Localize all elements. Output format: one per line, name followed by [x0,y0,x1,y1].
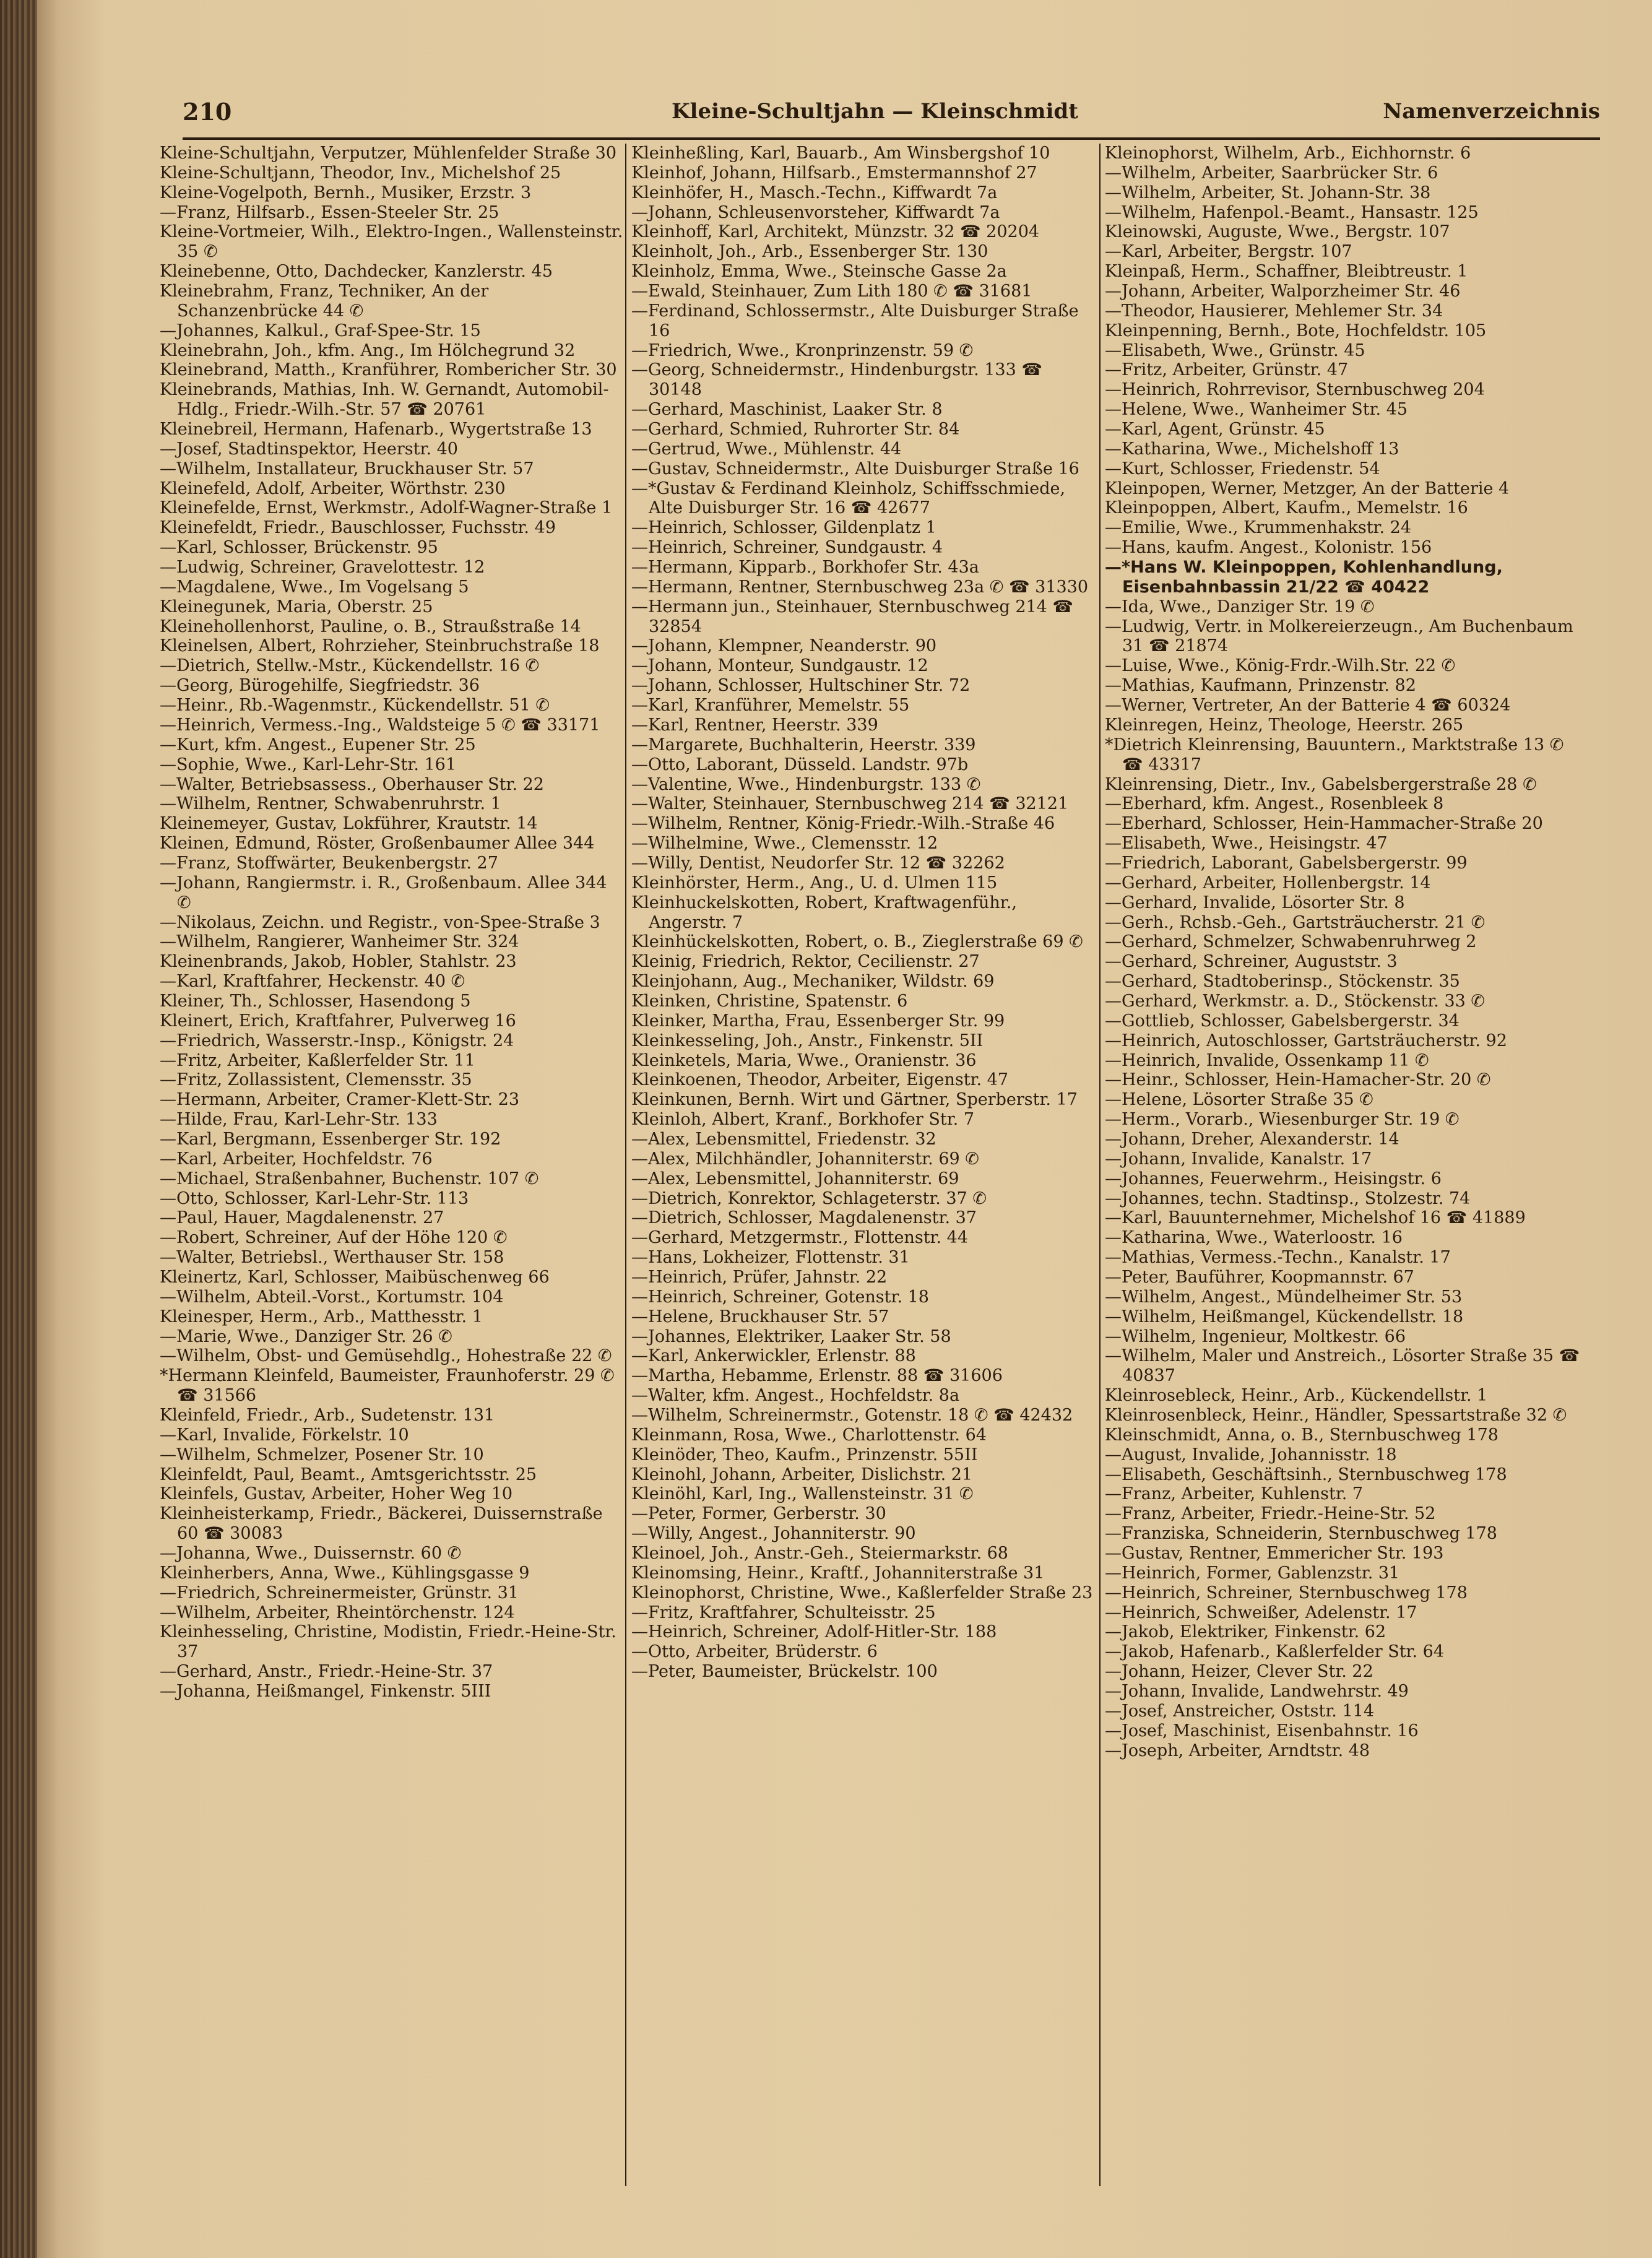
directory-entry: —Karl, Ankerwickler, Erlenstr. 88 [631,1346,916,1366]
directory-entry: —Joseph, Arbeiter, Arndtstr. 48 [1105,1741,1370,1760]
directory-entry: Kleinpoppen, Albert, Kaufm., Memelstr. 16 [1105,498,1468,518]
directory-entry: —Margarete, Buchhalterin, Heerstr. 339 [631,735,976,755]
directory-entry: Kleinert, Erich, Kraftfahrer, Pulverweg 16 [160,1011,516,1031]
directory-entry: Kleinelsen, Albert, Rohrzieher, Steinbruchstraße 18 [160,636,600,656]
directory-entry: Kleinehollenhorst, Pauline, o. B., Straußstraße 14 [160,616,581,636]
directory-entry: —Heinrich, Invalide, Ossenkamp 11 ✆ [1105,1050,1429,1070]
directory-entry: Kleinholz, Emma, Wwe., Steinsche Gasse 2a [631,262,1007,282]
directory-entry: Kleinrosebleck, Heinr., Arb., Kückendellstr. 1 [1105,1386,1488,1406]
column-divider [1099,144,1101,2186]
page-header [183,93,1600,140]
directory-entry: Kleinherbers, Anna, Wwe., Kühlingsgasse 9 [160,1563,530,1583]
directory-entry: —Heinr., Schlosser, Hein-Hamacher-Str. 20 ✆ [1105,1070,1491,1090]
directory-entry: —Heinrich, Schreiner, Sternbuschweg 178 [1105,1583,1468,1603]
directory-entry: —Friedrich, Wasserstr.-Insp., Königstr. 24 [160,1031,514,1050]
directory-entry: Kleinmann, Rosa, Wwe., Charlottenstr. 64 [631,1425,987,1445]
directory-entry: Kleinebrahm, Franz, Techniker, An der Schanzenbrücke 44 ✆ [160,282,489,321]
directory-entry: Kleinkesseling, Joh., Anstr., Finkenstr. 5II [631,1031,984,1050]
directory-entry: *Hermann Kleinfeld, Baumeister, Fraunhoferstr. 29 ✆ ☎ 31566 [160,1366,615,1406]
directory-entry: —Wilhelm, Rangierer, Wanheimer Str. 324 [160,932,519,952]
directory-entry: Kleinertz, Karl, Schlosser, Maibüschenweg 66 [160,1267,550,1287]
directory-entry: —Herm., Vorarb., Wiesenburger Str. 19 ✆ [1105,1110,1460,1130]
directory-entry: Kleinomsing, Heinr., Kraftf., Johanniterstraße 31 [631,1563,1045,1583]
directory-entry: Kleinken, Christine, Spatenstr. 6 [631,991,908,1011]
directory-entry: Kleinegunek, Maria, Oberstr. 25 [160,597,433,616]
directory-entry: Kleinkunen, Bernh. Wirt und Gärtner, Sperberstr. 17 [631,1090,1078,1110]
directory-entry: —Heinrich, Schlosser, Gildenplatz 1 [631,518,936,538]
directory-entry: —Georg, Schneidermstr., Hindenburgstr. 133 ☎ 30148 [631,360,1042,400]
directory-entry: —Elisabeth, Wwe., Grünstr. 45 [1105,340,1365,360]
directory-entry: Kleinhof, Johann, Hilfsarb., Emstermannshof 27 [631,163,1037,183]
directory-entry: Kleine-Vortmeier, Wilh., Elektro-Ingen., Wallensteinstr. 35 ✆ [160,222,623,262]
directory-entry: Kleinschmidt, Anna, o. B., Sternbuschweg 178 [1105,1425,1498,1445]
directory-entry: —Jakob, Hafenarb., Kaßlerfelder Str. 64 [1105,1642,1445,1662]
directory-entry: —Johannes, Kalkul., Graf-Spee-Str. 15 [160,321,481,340]
directory-entry: —Hans, Lokheizer, Flottenstr. 31 [631,1248,910,1268]
directory-entry: —Johann, Heizer, Clever Str. 22 [1105,1662,1373,1682]
directory-entry: —Franz, Hilfsarb., Essen-Steeler Str. 25 [160,202,499,222]
directory-entry: —Robert, Schreiner, Auf der Höhe 120 ✆ [160,1228,508,1248]
directory-entry: —Hilde, Frau, Karl-Lehr-Str. 133 [160,1110,438,1130]
directory-entry: Kleinowski, Auguste, Wwe., Bergstr. 107 [1105,222,1450,242]
directory-entry: Kleinheßling, Karl, Bauarb., Am Winsbergshof 10 [631,144,1050,163]
directory-entry: —Gerhard, Werkmstr. a. D., Stöckenstr. 33 ✆ [1105,991,1486,1011]
directory-entry: —Michael, Straßenbahner, Buchenstr. 107 ✆ [160,1169,539,1188]
directory-entry: —Marie, Wwe., Danziger Str. 26 ✆ [160,1326,452,1346]
directory-entry: —Jakob, Elektriker, Finkenstr. 62 [1105,1622,1386,1642]
directory-entry: Kleinpenning, Bernh., Bote, Hochfeldstr. 105 [1105,321,1487,340]
directory-entry: —Heinrich, Schreiner, Adolf-Hitler-Str. 188 [631,1622,997,1642]
directory-entry: Kleinjohann, Aug., Mechaniker, Wildstr. 69 [631,972,995,992]
directory-entry: —Fritz, Arbeiter, Grünstr. 47 [1105,360,1349,380]
directory-entry: —Gerhard, Stadtoberinsp., Stöckenstr. 35 [1105,972,1460,992]
directory-entry: —Franz, Stoffwärter, Beukenbergstr. 27 [160,853,498,873]
directory-entry: —Emilie, Wwe., Krummenhakstr. 24 [1105,518,1412,538]
directory-entry: —Karl, Kraftfahrer, Heckenstr. 40 ✆ [160,972,465,992]
directory-entry: Kleinhuckelskotten, Robert, Kraftwagenführ., Angerstr. 7 [631,893,1017,932]
directory-entry: —Karl, Bauunternehmer, Michelshof 16 ☎ 41889 [1105,1208,1526,1228]
directory-entry: —Eberhard, Schlosser, Hein-Hammacher-Straße 20 [1105,814,1543,834]
directory-entry: Kleinemeyer, Gustav, Lokführer, Krautstr. 14 [160,814,538,834]
directory-entry: Kleinophorst, Wilhelm, Arb., Eichhornstr. 6 [1105,144,1471,163]
directory-entry: —Heinrich, Schweißer, Adelenstr. 17 [1105,1603,1417,1622]
section-title: Namenverzeichnis [1383,99,1600,124]
directory-entry: —Johann, Arbeiter, Walporzheimer Str. 46 [1105,282,1461,301]
directory-entry: Kleinhöfer, H., Masch.-Techn., Kiffwardt 7a [631,183,998,202]
directory-entry: Kleinrensing, Dietr., Inv., Gabelsbergerstraße 28 ✆ [1105,774,1537,794]
directory-entry: —Wilhelm, Abteil.-Vorst., Kortumstr. 104 [160,1287,504,1307]
directory-entry: —Friedrich, Schreinermeister, Grünstr. 31 [160,1583,519,1603]
directory-entry: —Friedrich, Wwe., Kronprinzenstr. 59 ✆ [631,340,974,360]
directory-entry: —Wilhelm, Arbeiter, St. Johann-Str. 38 [1105,183,1431,202]
directory-entry: —Karl, Invalide, Förkelstr. 10 [160,1425,409,1445]
directory-entry: —Heinrich, Prüfer, Jahnstr. 22 [631,1267,888,1287]
directory-entry: —Heinrich, Autoschlosser, Gartsträucherstr. 92 [1105,1031,1507,1050]
directory-entry: —Gerhard, Invalide, Lösorter Str. 8 [1105,893,1405,912]
directory-entry: —Wilhelm, Schmelzer, Posener Str. 10 [160,1445,484,1464]
directory-entry: —Johann, Schlosser, Hultschiner Str. 72 [631,676,971,696]
directory-entry: —Gerh., Rchsb.-Geh., Gartsträucherstr. 21 ✆ [1105,912,1486,932]
directory-entry: —Wilhelm, Obst- und Gemüsehdlg., Hohestraße 22 ✆ [160,1346,612,1366]
directory-entry: —Helene, Wwe., Wanheimer Str. 45 [1105,400,1408,420]
directory-entry: —Fritz, Zollassistent, Clemensstr. 35 [160,1070,472,1090]
directory-entry: —Katharina, Wwe., Waterloostr. 16 [1105,1228,1403,1248]
directory-entry: Kleinholt, Joh., Arb., Essenberger Str. 130 [631,242,988,262]
directory-entry: —Gerhard, Schmied, Ruhrorter Str. 84 [631,420,960,439]
directory-entry: —Gustav, Schneidermstr., Alte Duisburger Straße 16 [631,459,1079,478]
directory-entry: —*Hans W. Kleinpoppen, Kohlenhandlung, Eisenbahnbassin 21/22 ☎ 40422 [1105,558,1503,597]
directory-entry: —Otto, Arbeiter, Brüderstr. 6 [631,1642,878,1662]
directory-entry: —Gertrud, Wwe., Mühlenstr. 44 [631,439,902,459]
directory-entry: —Dietrich, Stellw.-Mstr., Kückendellstr. 16 ✆ [160,656,540,676]
directory-entry: —Heinrich, Former, Gablenzstr. 31 [1105,1563,1400,1583]
directory-entry: —Wilhelm, Hafenpol.-Beamt., Hansastr. 125 [1105,202,1479,222]
directory-entry: Kleinker, Martha, Frau, Essenberger Str. 99 [631,1011,1005,1031]
directory-entry: —Josef, Stadtinspektor, Heerstr. 40 [160,439,458,459]
directory-entry: —Gottlieb, Schlosser, Gabelsbergerstr. 34 [1105,1011,1460,1031]
directory-entry: —Ida, Wwe., Danziger Str. 19 ✆ [1105,597,1375,616]
directory-entry: —Wilhelm, Installateur, Bruckhauser Str. 57 [160,459,534,478]
directory-entry: —Walter, kfm. Angest., Hochfeldstr. 8a [631,1386,960,1406]
directory-entry: Kleinen, Edmund, Röster, Großenbaumer Allee 344 [160,834,595,854]
directory-entry: —Karl, Schlosser, Brückenstr. 95 [160,538,438,558]
directory-entry: Kleinfels, Gustav, Arbeiter, Hoher Weg 10 [160,1484,513,1504]
directory-entry: —Gerhard, Schreiner, Auguststr. 3 [1105,952,1398,972]
directory-entry: Kleinhörster, Herm., Ang., U. d. Ulmen 115 [631,873,998,893]
directory-entry: —*Gustav & Ferdinand Kleinholz, Schiffsschmiede, Alte Duisburger Str. 16 ☎ 42677 [631,478,1066,518]
directory-entry: —Gerhard, Metzgermstr., Flottenstr. 44 [631,1228,969,1248]
directory-entry: Kleinefeld, Adolf, Arbeiter, Wörthstr. 230 [160,478,506,498]
directory-entry: Kleinheisterkamp, Friedr., Bäckerei, Duissernstraße 60 ☎ 30083 [160,1504,603,1544]
directory-entry: —Nikolaus, Zeichn. und Registr., von-Spee-Straße 3 [160,912,600,932]
directory-entry: —Wilhelm, Rentner, Schwabenruhrstr. 1 [160,794,501,814]
directory-entry: —Alex, Lebensmittel, Johanniterstr. 69 [631,1169,959,1188]
page-running-title: Kleine-Schultjahn — Kleinschmidt [672,99,1078,124]
directory-entry: Kleinpopen, Werner, Metzger, An der Batterie 4 [1105,478,1510,498]
directory-entry: —Johannes, Feuerwehrm., Heisingstr. 6 [1105,1169,1442,1188]
directory-entry: Kleinloh, Albert, Kranf., Borkhofer Str. 7 [631,1110,975,1130]
directory-entry: Kleinöhl, Karl, Ing., Wallensteinstr. 31 ✆ [631,1484,974,1504]
directory-entry: —Heinrich, Vermess.-Ing., Waldsteige 5 ✆ ☎ 33171 [160,715,600,735]
directory-entry: —Alex, Milchhändler, Johanniterstr. 69 ✆ [631,1149,979,1169]
directory-entry: —Peter, Former, Gerberstr. 30 [631,1504,886,1524]
directory-entry: —Alex, Lebensmittel, Friedenstr. 32 [631,1129,936,1149]
directory-entry: —Johann, Monteur, Sundgaustr. 12 [631,656,928,676]
directory-entry: —Karl, Kranführer, Memelstr. 55 [631,696,910,716]
directory-entry: —Josef, Anstreicher, Oststr. 114 [1105,1701,1375,1721]
directory-entry: —Willy, Angest., Johanniterstr. 90 [631,1524,916,1544]
directory-entry: —Katharina, Wwe., Michelshoff 13 [1105,439,1399,459]
directory-entry: —Otto, Laborant, Düsseld. Landstr. 97b [631,755,969,774]
directory-entry: —Johannes, techn. Stadtinsp., Stolzestr. 74 [1105,1188,1471,1208]
directory-entry: Kleinoel, Joh., Anstr.-Geh., Steiermarkstr. 68 [631,1544,1008,1564]
directory-entry: —Fritz, Arbeiter, Kaßlerfelder Str. 11 [160,1050,475,1070]
directory-entry: —Heinr., Rb.-Wagenmstr., Kückendellstr. 51 ✆ [160,696,550,716]
directory-entry: —Mathias, Kaufmann, Prinzenstr. 82 [1105,676,1416,696]
directory-entry: —Gustav, Rentner, Emmericher Str. 193 [1105,1544,1444,1564]
directory-entry: —Gerhard, Arbeiter, Hollenbergstr. 14 [1105,873,1431,893]
directory-entry: —Karl, Arbeiter, Bergstr. 107 [1105,242,1352,262]
directory-entry: Kleinfeldt, Paul, Beamt., Amtsgerichtsstr. 25 [160,1464,537,1484]
directory-entry: —Luise, Wwe., König-Frdr.-Wilh.Str. 22 ✆ [1105,656,1456,676]
column-divider [625,144,626,2186]
directory-entry: —Georg, Bürogehilfe, Siegfriedstr. 36 [160,676,480,696]
directory-entry: Kleine-Schultjahn, Verputzer, Mühlenfelder Straße 30 [160,144,617,163]
directory-entry: —Valentine, Wwe., Hindenburgstr. 133 ✆ [631,774,981,794]
column-right [1105,144,1581,2186]
directory-entry: —Martha, Hebamme, Erlenstr. 88 ☎ 31606 [631,1366,1003,1386]
directory-entry: —Josef, Maschinist, Eisenbahnstr. 16 [1105,1721,1419,1741]
directory-entry: Kleinefelde, Ernst, Werkmstr., Adolf-Wagner-Straße 1 [160,498,613,518]
directory-entry: —Gerhard, Schmelzer, Schwabenruhrweg 2 [1105,932,1477,952]
directory-entry: Kleinebreil, Hermann, Hafenarb., Wygertstraße 13 [160,420,592,439]
directory-entry: Kleinig, Friedrich, Rektor, Cecilienstr. 27 [631,952,980,972]
directory-entry: —Ferdinand, Schlossermstr., Alte Duisburger Straße 16 [631,301,1079,340]
directory-entry: —Kurt, kfm. Angest., Eupener Str. 25 [160,735,476,755]
directory-entry: —Magdalene, Wwe., Im Vogelsang 5 [160,577,469,597]
directory-entry: —Helene, Lösorter Straße 35 ✆ [1105,1090,1373,1110]
directory-entry: —Werner, Vertreter, An der Batterie 4 ☎ 60324 [1105,696,1511,716]
directory-entry: —Dietrich, Schlosser, Magdalenenstr. 37 [631,1208,977,1228]
directory-entry: —Johann, Klempner, Neanderstr. 90 [631,636,937,656]
directory-entry: Kleinfeld, Friedr., Arb., Sudetenstr. 131 [160,1406,495,1425]
directory-entry: —Gerhard, Anstr., Friedr.-Heine-Str. 37 [160,1662,493,1682]
directory-entry: Kleinhoff, Karl, Architekt, Münzstr. 32 ☎ 20204 [631,222,1040,242]
directory-entry: —Johannes, Elektriker, Laaker Str. 58 [631,1326,951,1346]
directory-entry: —Karl, Rentner, Heerstr. 339 [631,715,878,735]
directory-entry: —Dietrich, Konrektor, Schlageterstr. 37 ✆ [631,1188,987,1208]
directory-entry: —Hermann, Rentner, Sternbuschweg 23a ✆ ☎ 31330 [631,577,1089,597]
directory-entry: —Heinrich, Schreiner, Gotenstr. 18 [631,1287,929,1307]
directory-entry: —Heinrich, Schreiner, Sundgaustr. 4 [631,538,943,558]
directory-entry: —Elisabeth, Geschäftsinh., Sternbuschweg 178 [1105,1464,1507,1484]
directory-entry: —Wilhelm, Rentner, König-Friedr.-Wilh.-Straße 46 [631,814,1055,834]
directory-entry: Kleinhesseling, Christine, Modistin, Friedr.-Heine-Str. 37 [160,1622,616,1662]
directory-entry: Kleinketels, Maria, Wwe., Oranienstr. 36 [631,1050,977,1070]
directory-entry: —Karl, Agent, Grünstr. 45 [1105,420,1325,439]
directory-entry: —Johann, Invalide, Kanalstr. 17 [1105,1149,1372,1169]
directory-entry: Kleinrosenbleck, Heinr., Händler, Spessartstraße 32 ✆ [1105,1406,1567,1425]
directory-entry: Kleiner, Th., Schlosser, Hasendong 5 [160,991,471,1011]
directory-entry: Kleinenbrands, Jakob, Hobler, Stahlstr. 23 [160,952,517,972]
column-left [160,144,624,2186]
directory-entry: Kleinhückelskotten, Robert, o. B., Zieglerstraße 69 ✆ [631,932,1083,952]
directory-entry: Kleinpaß, Herm., Schaffner, Bleibtreustr. 1 [1105,262,1468,282]
directory-entry: —Walter, Betriebsl., Werthauser Str. 158 [160,1248,504,1268]
directory-entry: —Hermann jun., Steinhauer, Sternbuschweg 214 ☎ 32854 [631,597,1074,636]
page-number: 210 [183,98,232,126]
directory-entry: —Johann, Dreher, Alexanderstr. 14 [1105,1129,1399,1149]
directory-entry: —Johann, Schleusenvorsteher, Kiffwardt 7a [631,202,1000,222]
column-middle [631,144,1096,2186]
directory-entry: —Willy, Dentist, Neudorfer Str. 12 ☎ 32262 [631,853,1005,873]
directory-entry: Kleinebenne, Otto, Dachdecker, Kanzlerstr. 45 [160,262,553,282]
directory-entry: Kleinohl, Johann, Arbeiter, Dislichstr. 21 [631,1464,973,1484]
directory-entry: —Wilhelm, Arbeiter, Rheintörchenstr. 124 [160,1603,515,1622]
directory-entry: —Hermann, Arbeiter, Cramer-Klett-Str. 23 [160,1090,520,1110]
directory-entry: —Gerhard, Maschinist, Laaker Str. 8 [631,400,943,420]
directory-entry: Kleinöder, Theo, Kaufm., Prinzenstr. 55II [631,1445,978,1464]
directory-entry: —Franziska, Schneiderin, Sternbuschweg 178 [1105,1524,1497,1544]
directory-entry: —Wilhelm, Angest., Mündelheimer Str. 53 [1105,1287,1463,1307]
directory-entry: —Wilhelm, Schreinermstr., Gotenstr. 18 ✆ ☎ 42432 [631,1406,1073,1425]
directory-entry: —Hermann, Kipparb., Borkhofer Str. 43a [631,558,979,577]
directory-entry: Kleinefeldt, Friedr., Bauschlosser, Fuchsstr. 49 [160,518,556,538]
directory-entry: —Ludwig, Schreiner, Gravelottestr. 12 [160,558,485,577]
directory-entry: Kleinregen, Heinz, Theologe, Heerstr. 265 [1105,715,1464,735]
directory-entry: —Friedrich, Laborant, Gabelsbergerstr. 99 [1105,853,1468,873]
directory-entry: —Theodor, Hausierer, Mehlemer Str. 34 [1105,301,1443,321]
directory-entry: —August, Invalide, Johannisstr. 18 [1105,1445,1397,1464]
directory-entry: —Mathias, Vermess.-Techn., Kanalstr. 17 [1105,1248,1451,1268]
book-binding-edge [0,0,37,2258]
directory-entry: —Hans, kaufm. Angest., Kolonistr. 156 [1105,538,1432,558]
directory-entry: Kleinophorst, Christine, Wwe., Kaßlerfelder Straße 23 [631,1583,1093,1603]
directory-entry: —Ewald, Steinhauer, Zum Lith 180 ✆ ☎ 31681 [631,282,1032,301]
directory-entry: —Peter, Bauführer, Koopmannstr. 67 [1105,1267,1414,1287]
directory-entry: —Elisabeth, Wwe., Heisingstr. 47 [1105,834,1388,854]
directory-entry: —Johann, Rangiermstr. i. R., Großenbaum. Allee 344 ✆ [160,873,607,912]
directory-entry: —Fritz, Kraftfahrer, Schulteisstr. 25 [631,1603,936,1622]
directory-entry: —Walter, Betriebsassess., Oberhauser Str. 22 [160,774,544,794]
directory-entry: —Wilhelm, Ingenieur, Moltkestr. 66 [1105,1326,1406,1346]
directory-entry: Kleine-Vogelpoth, Bernh., Musiker, Erzstr. 3 [160,183,532,202]
directory-entry: —Peter, Baumeister, Brückelstr. 100 [631,1662,938,1682]
directory-entry: —Otto, Schlosser, Karl-Lehr-Str. 113 [160,1188,469,1208]
directory-entry: Kleinebrahn, Joh., kfm. Ang., Im Hölchegrund 32 [160,340,576,360]
directory-entry: —Sophie, Wwe., Karl-Lehr-Str. 161 [160,755,457,774]
directory-entry: —Wilhelmine, Wwe., Clemensstr. 12 [631,834,938,854]
directory-entry: —Johanna, Heißmangel, Finkenstr. 5III [160,1682,491,1702]
directory-entry: —Wilhelm, Arbeiter, Saarbrücker Str. 6 [1105,163,1438,183]
directory-entry: Kleinebrand, Matth., Kranführer, Rombericher Str. 30 [160,360,617,380]
directory-entry: *Dietrich Kleinrensing, Bauuntern., Marktstraße 13 ✆ ☎ 43317 [1105,735,1564,774]
directory-entry: Kleinebrands, Mathias, Inh. W. Gernandt, Automobil-Hdlg., Friedr.-Wilh.-Str. 57 ☎ 20761 [160,380,609,420]
directory-entry: —Heinrich, Rohrrevisor, Sternbuschweg 204 [1105,380,1485,400]
directory-entry: Kleine-Schultjann, Theodor, Inv., Michelshof 25 [160,163,561,183]
directory-entry: —Johann, Invalide, Landwehrstr. 49 [1105,1682,1409,1702]
directory-entry: —Ludwig, Vertr. in Molkereierzeugn., Am Buchenbaum 31 ☎ 21874 [1105,616,1573,656]
directory-entry: —Helene, Bruckhauser Str. 57 [631,1307,889,1326]
directory-entry: —Karl, Arbeiter, Hochfeldstr. 76 [160,1149,433,1169]
directory-entry: Kleinesper, Herm., Arb., Matthesstr. 1 [160,1307,483,1326]
directory-entry: —Walter, Steinhauer, Sternbuschweg 214 ☎ 32121 [631,794,1069,814]
directory-entry: —Wilhelm, Heißmangel, Kückendellstr. 18 [1105,1307,1464,1326]
directory-entry: —Paul, Hauer, Magdalenenstr. 27 [160,1208,444,1228]
directory-entry: Kleinkoenen, Theodor, Arbeiter, Eigenstr. 47 [631,1070,1009,1090]
directory-entry: —Karl, Bergmann, Essenberger Str. 192 [160,1129,501,1149]
directory-entry: —Johanna, Wwe., Duissernstr. 60 ✆ [160,1544,462,1564]
directory-entry: —Kurt, Schlosser, Friedenstr. 54 [1105,459,1380,478]
directory-entry: —Franz, Arbeiter, Kuhlenstr. 7 [1105,1484,1364,1504]
directory-entry: —Eberhard, kfm. Angest., Rosenbleek 8 [1105,794,1444,814]
directory-entry: —Franz, Arbeiter, Friedr.-Heine-Str. 52 [1105,1504,1436,1524]
directory-entry: —Wilhelm, Maler und Anstreich., Lösorter Straße 35 ☎ 40837 [1105,1346,1580,1386]
